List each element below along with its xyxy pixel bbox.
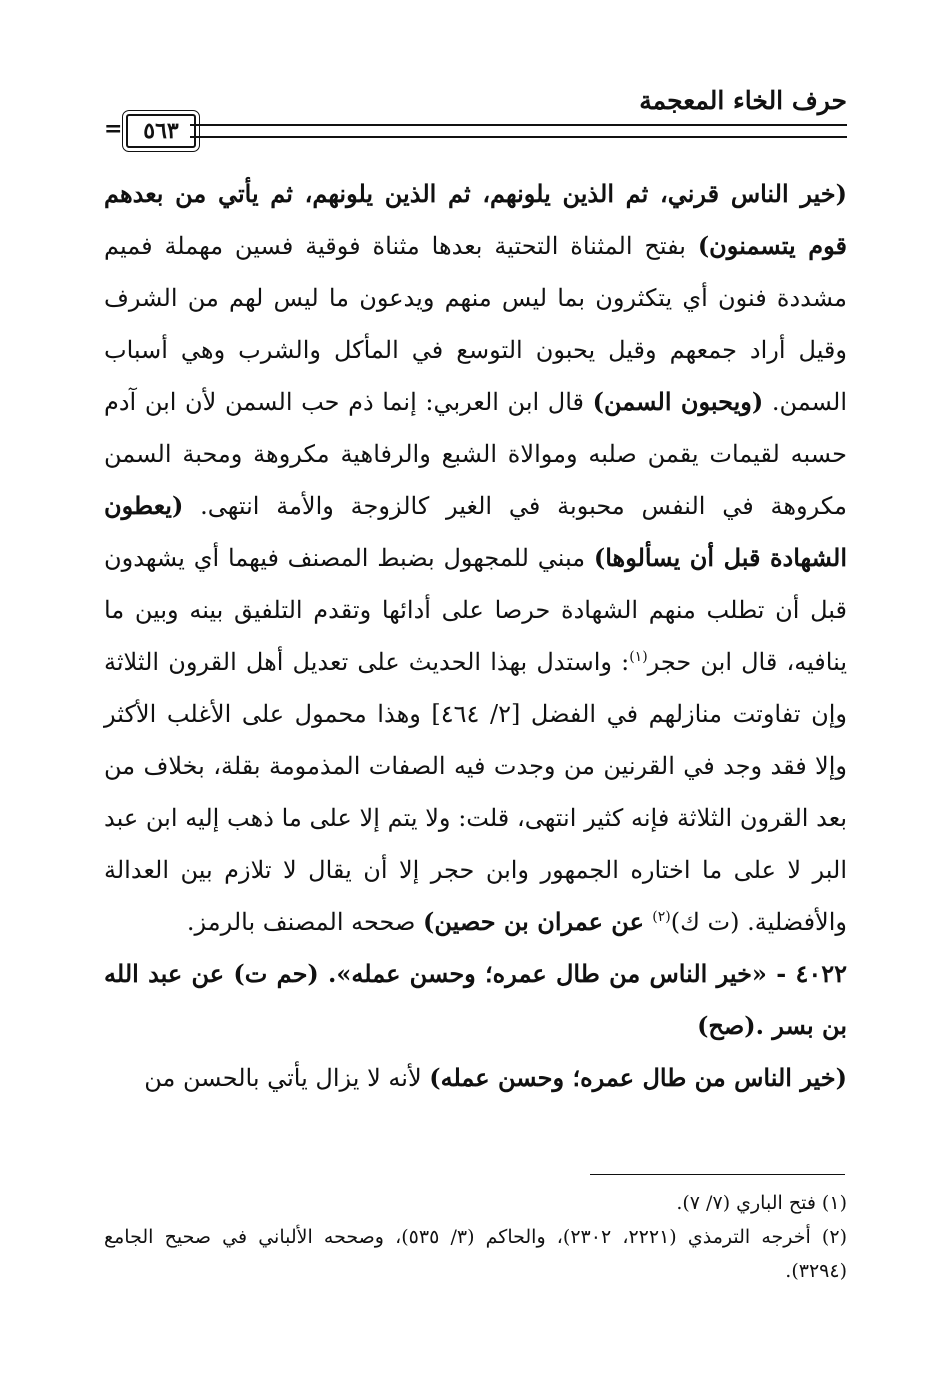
footnote-ref-2[interactable]: (٢) [652, 909, 671, 925]
footnote-1: (١) فتح الباري (٧/ ٧). [676, 1192, 847, 1214]
narrator: عن عمران بن حصين) [423, 907, 653, 936]
commentary-paragraph-1 [104, 168, 847, 948]
footnote-ref-1[interactable]: (١) [629, 649, 648, 665]
footnote-separator [590, 1174, 845, 1175]
source-code: (ت ك) [670, 908, 740, 936]
quoted-hadith-text: (خير الناس من طال عمره؛ وحسن عمله) [429, 1063, 847, 1092]
commentary-text: مبني للمجهول بضبط المصنف فيهما أي يشهدون قبل أن تطلب منهم الشهادة حرصا على أدائها وتقدم التلفيق بينه وبين ما ينافيه، قال ابن حجر [104, 544, 848, 676]
running-header-title: حرف الخاء المعجمة [639, 86, 847, 115]
commentary-text: صححه المصنف بالرمز. [186, 908, 424, 936]
page-number: ٥٦٣ [126, 114, 196, 148]
commentary-paragraph-2 [104, 1052, 847, 1104]
footnote-2: (٢) أخرجه الترمذي (٢٢٢١، ٢٣٠٢)، والحاكم (٣/ ٥٣٥)، وصححه الألباني في صحيح الجامع (٣٢٩٤). [104, 1226, 847, 1282]
quoted-hadith-text: (خير الناس قرني، ثم الذين يلونهم، ثم الذين يلونهم، ثم يأتي من بعدهم قوم يتسمنون) [104, 179, 847, 260]
quoted-phrase: (يعطون الشهادة قبل أن يسألوها) [104, 491, 847, 572]
commentary-text: : واستدل بهذا الحديث على تعديل أهل القرون الثلاثة وإن تفاوتت منازلهم في الفضل [٢/ ٤٦٤] وهذا محمول على الأغلب الأكثر وإلا فقد وجد في القرنين من وجدت فيه الصفات المذمومة بقلة، بخلاف من بعد القرون الثلاثة فإنه كثير انتهى، قلت: ولا يتم إلا على ما ذهب إليه ابن عبد البر لا على ما اختاره الجمهور وابن حجر إلا أن يقال لا تلازم بين العدالة والأفضلية. [104, 648, 848, 936]
commentary-text: لأنه لا يزال يأتي بالحسن من [144, 1064, 430, 1092]
hadith-entry-4022: ٤٠٢٢ - «خير الناس من طال عمره؛ وحسن عمله». (حم ت) عن عبد الله بن بسر .(صح) [104, 959, 847, 1040]
footnotes [104, 1186, 847, 1288]
main-text [104, 168, 847, 1104]
commentary-text: قال ابن العربي: إنما ذم حب السمن لأن ابن آدم حسبه لقيمات يقمن صلبه وموالاة الشبع والرفاهية مكروهة ومحبة السمن مكروهة في النفس محبوبة في الغير كالزوجة والأمة انتهى. [104, 388, 847, 520]
quoted-phrase: (ويحبون السمن) [592, 387, 764, 416]
header-left-mark: = [104, 116, 123, 142]
commentary-text: بفتح المثناة التحتية بعدها مثناة فوقية فسين مهملة فميم مشددة فنون أي يتكثرون بما ليس منهم ويدعون ما ليس لهم من الشرف وقيل أراد جمعهم وقيل يحبون التوسع في المأكل والشرب وهي أسباب السمن. [104, 232, 847, 416]
header-double-rule [190, 124, 847, 138]
